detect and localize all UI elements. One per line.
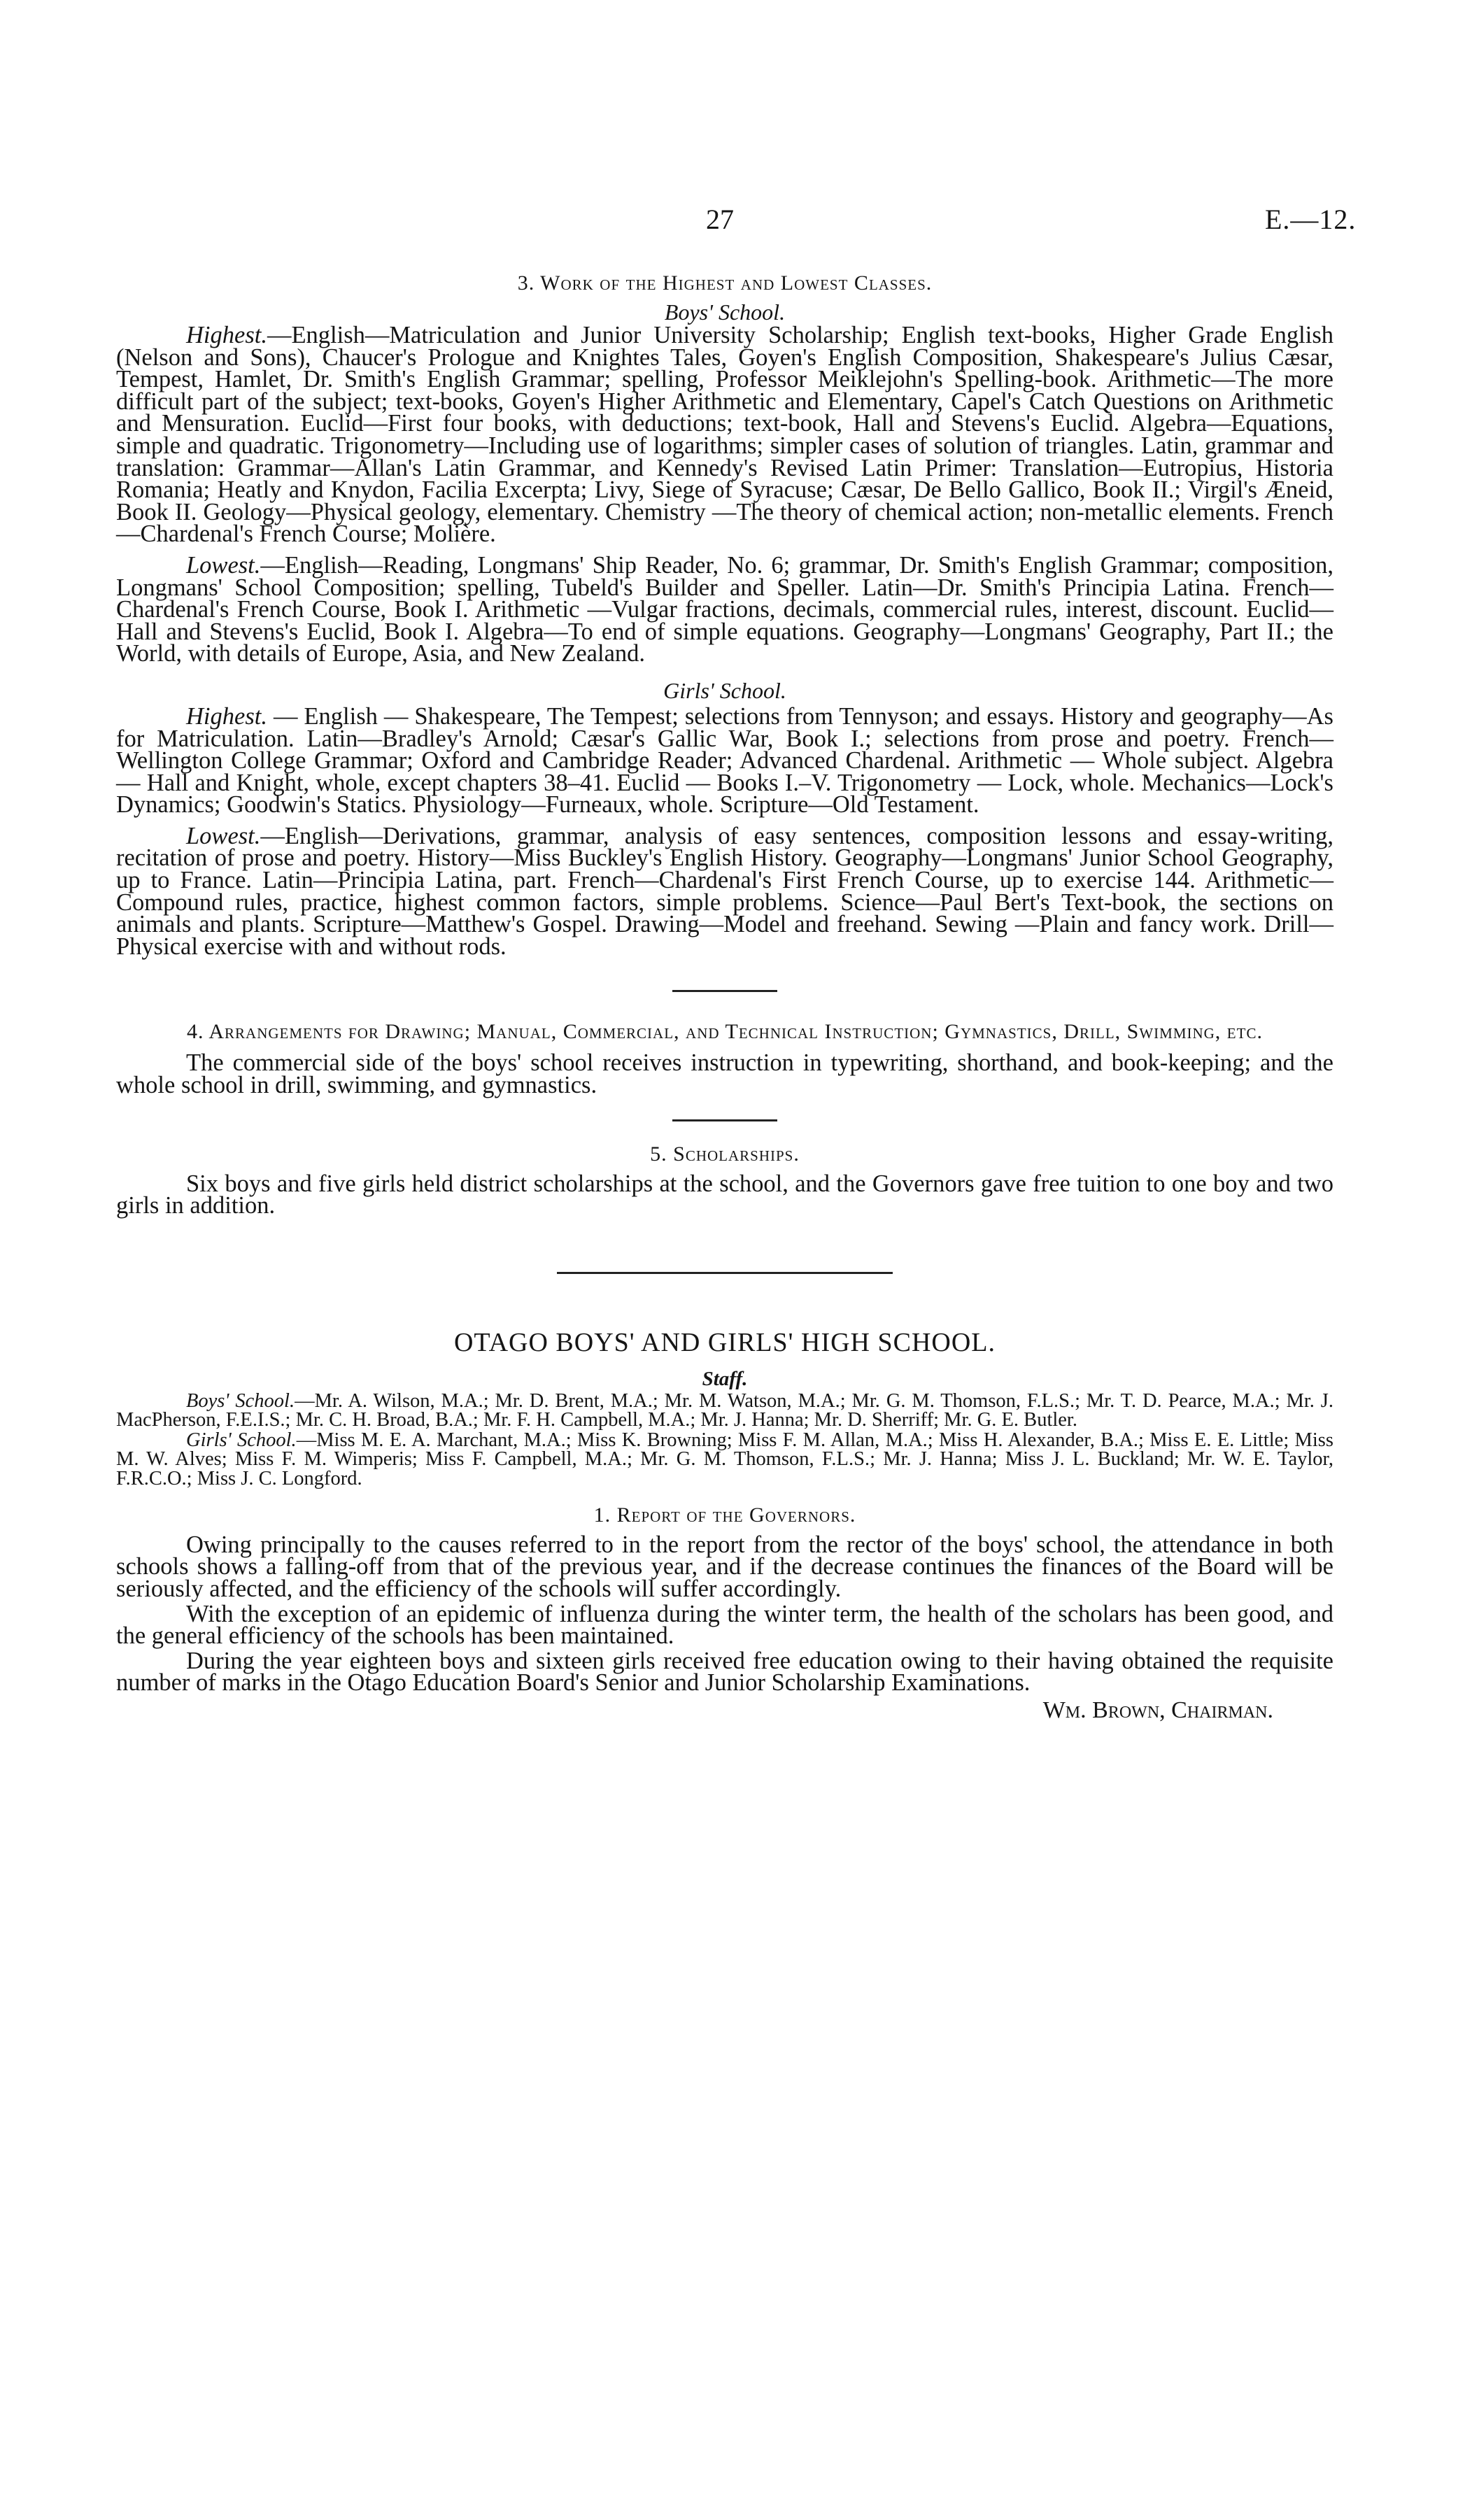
boys-school-subheading: Boys' School.: [664, 299, 786, 325]
boys-highest-paragraph: [116, 322, 1333, 548]
section-3-heading: 3. Work of the Highest and Lowest Classes.: [517, 271, 933, 295]
boys-staff-paragraph: [116, 1389, 1333, 1431]
boys-lowest-label: Lowest.: [186, 551, 261, 579]
section-4-heading: 4. Arrangements for Drawing; Manual, Commercial, and Technical Instruction; Gymnastics, Drill, Swimming, etc.: [187, 1020, 1263, 1044]
girls-lowest-label: Lowest.: [186, 822, 261, 849]
girls-lowest-paragraph: [116, 822, 1333, 960]
section-5-heading: 5. Scholarships.: [650, 1142, 800, 1166]
section-divider: [672, 990, 777, 992]
girls-highest-paragraph: [116, 702, 1333, 819]
girls-staff-text: —Miss M. E. A. Marchant, M.A.; Miss K. Browning; Miss F. M. Allan, M.A.; Miss H. Alexander, B.A.; Miss E. E. Little; Miss M. W. Alves; Miss F. M. Wimperis; Miss F. Campbell, M.A.; Mr. G. M. Thomson, F.L.S.; Mr. J. Hanna; Miss J. L. Buckland; Mr. W. E. Taylor, F.R.C.O.; Miss J. C. Longford.: [116, 1429, 1333, 1489]
otago-school-title: OTAGO BOYS' AND GIRLS' HIGH SCHOOL.: [453, 1327, 996, 1357]
girls-highest-label: Highest.: [186, 702, 267, 730]
boys-staff-text: —Mr. A. Wilson, M.A.; Mr. D. Brent, M.A.; Mr. M. Watson, M.A.; Mr. G. M. Thomson, F.L.S.; Mr. T. D. Pearce, M.A.; Mr. J. MacPherson, F.E.I.S.; Mr. C. H. Broad, B.A.; Mr. F. H. Campbell, M.A.; Mr. J. Hanna; Mr. D. Sherriff; Mr. G. E. Butler.: [116, 1389, 1333, 1431]
staff-heading: Staff.: [702, 1367, 748, 1390]
page-header: [0, 203, 1479, 245]
boys-lowest-text: —English—Reading, Longmans' Ship Reader, No. 6; grammar, Dr. Smith's English Grammar; composition, Longmans' School Composition; spelling, Tubeld's Builder and Speller. Latin—Dr. Smith's Principia Latina. French—Chardenal's French Course, Book I. Arithmetic —Vulgar fractions, decimals, commercial rules, interest, discount. Euclid—Hall and Stevens's Euclid, Book I. Algebra—To end of simple equations. Geography—Longmans' Geography, Part II.; the World, with details of Europe, Asia, and New Zealand.: [116, 551, 1333, 667]
girls-highest-text: — English — Shakespeare, The Tempest; selections from Tennyson; and essays. History and geography—As for Matriculation. Latin—Bradley's Arnold; Cæsar's Gallic War, Book I.; selections from prose and poetry. French—Wellington College Grammar; Oxford and Cambridge Reader; Advanced Chardenal. Arithmetic — Whole subject. Algebra — Hall and Knight, whole, except chapters 38–41. Euclid — Books I.–V. Trigonometry — Lock, whole. Mechanics—Lock's Dynamics; Goodwin's Statics. Physiology—Furneaux, whole. Scripture—Old Testament.: [116, 702, 1333, 819]
staff-list: [116, 1389, 1333, 1489]
boys-staff-label: Boys' School.: [186, 1389, 295, 1412]
section-5-text: Six boys and five girls held district scholarships at the school, and the Governors gave free tuition to one boy and two girls in addition.: [116, 1170, 1333, 1219]
girls-staff-label: Girls' School.: [186, 1429, 297, 1452]
report-paragraph: With the exception of an epidemic of influenza during the winter term, the health of the scholars has been good, and the general efficiency of the schools has been maintained.: [116, 1600, 1333, 1650]
page-body: [116, 271, 1333, 1724]
page-number: 27: [706, 204, 734, 235]
report-paragraph: Owing principally to the causes referred to in the report from the rector of the boys' school, the attendance in both schools shows a falling-off from that of the previous year, and if the decrease continues the finances of the Board will be seriously affected, and the efficiency of the schools will suffer accordingly.: [116, 1531, 1333, 1603]
boys-highest-label: Highest.: [186, 322, 267, 348]
girls-school-subheading: Girls' School.: [663, 677, 786, 703]
girls-lowest-text: —English—Derivations, grammar, analysis of easy sentences, composition lessons and essay-writing, recitation of prose and poetry. History—Miss Buckley's English History. Geography—Longmans' Junior School Geography, up to France. Latin—Principia Latina, part. French—Chardenal's First French Course, up to exercise 144. Arithmetic—Compound rules, practice, highest common factors, simple problems. Science—Paul Bert's Text-book, the sections on animals and plants. Scripture—Matthew's Gospel. Drawing—Model and freehand. Sewing —Plain and fancy work. Drill—Physical exercise with and without rods.: [116, 822, 1333, 960]
section-4-text: The commercial side of the boys' school receives instruction in typewriting, shorthand, and book-keeping; and the whole school in drill, swimming, and gymnastics.: [116, 1049, 1333, 1099]
girls-staff-paragraph: [116, 1431, 1333, 1488]
report-divider: [557, 1272, 893, 1274]
governors-report-heading: 1. Report of the Governors.: [593, 1503, 856, 1527]
section-divider: [672, 1119, 777, 1121]
boys-highest-text: —English—Matriculation and Junior University Scholarship; English text-books, Higher Grade English (Nelson and Sons), Chaucer's Prologue and Knightes Tales, Goyen's English Composition, Shakespeare's Julius Cæsar, Tempest, Hamlet, Dr. Smith's English Grammar; spelling, Professor Meiklejohn's Spelling-book. Arithmetic—The more difficult part of the subject; text-books, Goyen's Higher Arithmetic and Elementary, Capel's Catch Questions on Arithmetic and Mensuration. Euclid—First four books, with deductions; text-book, Hall and Stevens's Euclid. Algebra—Equations, simple and quadratic. Trigonometry—Including use of logarithms; simpler cases of solution of triangles. Latin, grammar and translation: Grammar—Allan's Latin Grammar, and Kennedy's Revised Latin Primer: Translation—Eutropius, Historia Romania; Heatly and Knydon, Facilia Excerpta; Livy, Siege of Syracuse; Cæsar, De Bello Gallico, Book II.; Virgil's Æneid, Book II. Geology—Physical geology, elementary. Chemistry —The theory of chemical action; non-metallic elements. French—Chardenal's French Course; Molière.: [116, 322, 1333, 548]
report-paragraph: During the year eighteen boys and sixteen girls received free education owing to their having obtained the requisite number of marks in the Otago Education Board's Senior and Junior Scholarship Examinations.: [116, 1647, 1333, 1697]
document-reference: E.—12.: [1265, 204, 1357, 235]
signature: Wm. Brown, Chairman.: [1042, 1697, 1273, 1723]
boys-lowest-paragraph: [116, 551, 1333, 667]
